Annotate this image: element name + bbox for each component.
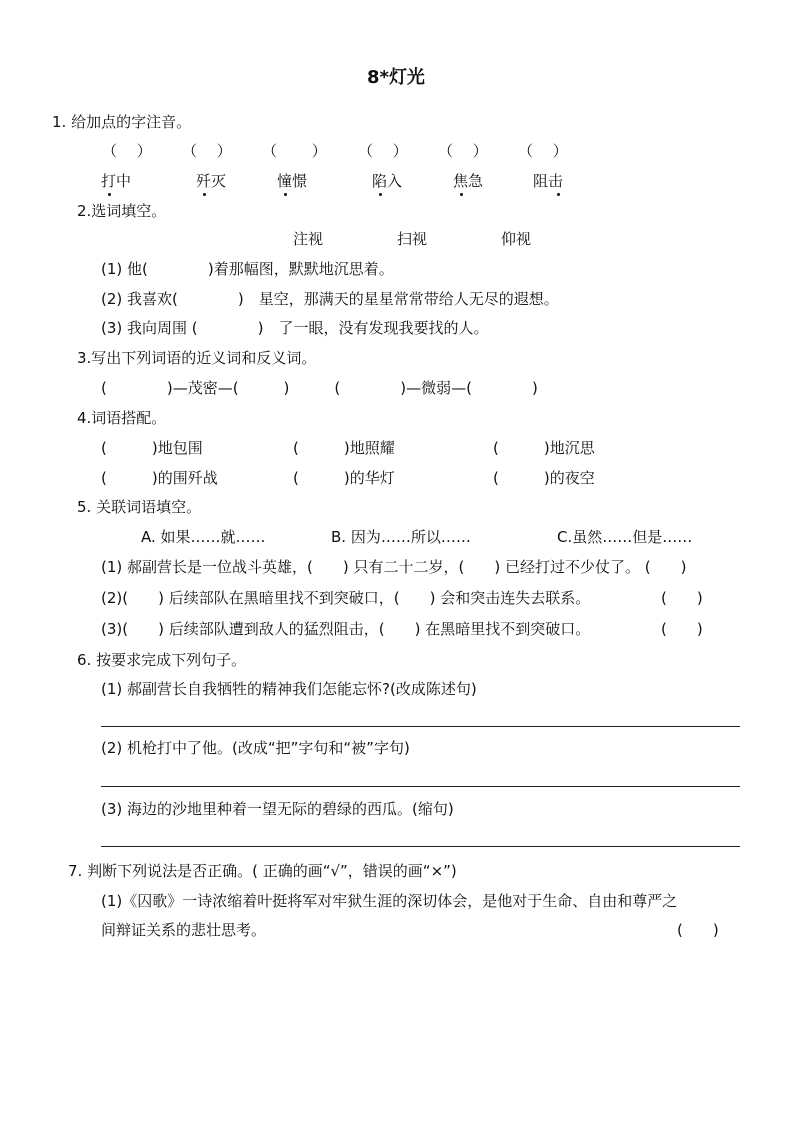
synonym-antonym-line[interactable]: ( )—茂密—( ) ( )—微弱—( ) <box>101 379 538 397</box>
judge-item-1-line-1: (1)《囚歌》一诗浓缩着叶挺将军对牢狱生涯的深切体会，是他对于生命、自由和尊严之 <box>101 892 678 910</box>
question-5-heading: 5. 关联词语填空。 <box>77 498 202 516</box>
answer-line-2[interactable] <box>101 786 740 787</box>
rewrite-item-1: (1) 郝副营长自我牺牲的精神我们怎能忘怀?(改成陈述句) <box>101 680 477 698</box>
conjunction-option-c: C.虽然……但是…… <box>557 528 693 546</box>
emphasis-dot <box>284 193 287 196</box>
judge-item-1-line-2: 间辩证关系的悲壮思考。 <box>101 921 267 939</box>
match-item-6[interactable]: ( )的夜空 <box>493 469 595 487</box>
answer-line-3[interactable] <box>101 846 740 847</box>
word-6: 阻击 <box>533 172 564 190</box>
question-3-heading: 3.写出下列词语的近义词和反义词。 <box>77 349 317 367</box>
pinyin-blank-6[interactable]: （ ） <box>518 142 568 160</box>
match-item-4[interactable]: ( )的围歼战 <box>101 469 218 487</box>
emphasis-dot <box>379 193 382 196</box>
emphasis-dot <box>108 193 111 196</box>
conjunction-item-1[interactable]: (1) 郝副营长是一位战斗英雄，( ) 只有二十二岁，( ) 已经打过不少仗了。 ( ) <box>101 558 687 576</box>
word-3: 憧憬 <box>277 172 308 190</box>
conjunction-answer-2[interactable]: ( ) <box>661 589 703 607</box>
match-item-5[interactable]: ( )的华灯 <box>293 469 395 487</box>
emphasis-dot <box>203 193 206 196</box>
fill-item-2[interactable]: (2) 我喜欢( ) 星空，那满天的星星常常带给人无尽的遐想。 <box>101 290 559 308</box>
conjunction-option-a: A. 如果……就…… <box>141 528 266 546</box>
question-2-heading: 2.选词填空。 <box>77 202 167 220</box>
question-6-heading: 6. 按要求完成下列句子。 <box>77 651 247 669</box>
conjunction-answer-3[interactable]: ( ) <box>661 620 703 638</box>
fill-item-3[interactable]: (3) 我向周围 ( ) 了一眼，没有发现我要找的人。 <box>101 319 489 337</box>
emphasis-dot <box>557 193 560 196</box>
answer-line-1[interactable] <box>101 726 740 727</box>
pinyin-blank-1[interactable]: （ ） <box>102 142 152 160</box>
word-option-1: 注视 <box>293 230 324 248</box>
rewrite-item-2: (2) 机枪打中了他。(改成“把”字句和“被”字句) <box>101 739 410 757</box>
conjunction-item-2[interactable]: (2)( ) 后续部队在黑暗里找不到突破口，( ) 会和突击连失去联系。 <box>101 589 591 607</box>
word-4: 陷入 <box>372 172 403 190</box>
judge-answer[interactable]: ( ) <box>677 921 719 939</box>
word-option-2: 扫视 <box>397 230 428 248</box>
pinyin-blank-5[interactable]: （ ） <box>438 142 488 160</box>
emphasis-dot <box>460 193 463 196</box>
page-title: 8*灯光 <box>367 67 425 88</box>
question-1-heading: 1. 给加点的字注音。 <box>52 113 192 131</box>
pinyin-blank-2[interactable]: （ ） <box>182 142 232 160</box>
word-5: 焦急 <box>453 172 484 190</box>
question-7-heading: 7. 判断下列说法是否正确。( 正确的画“√”，错误的画“×”) <box>68 862 457 880</box>
pinyin-blank-3[interactable]: （ ） <box>262 142 327 160</box>
question-4-heading: 4.词语搭配。 <box>77 409 167 427</box>
match-item-2[interactable]: ( )地照耀 <box>293 439 395 457</box>
word-option-3: 仰视 <box>501 230 532 248</box>
pinyin-blank-4[interactable]: （ ） <box>358 142 408 160</box>
conjunction-option-b: B. 因为……所以…… <box>331 528 471 546</box>
rewrite-item-3: (3) 海边的沙地里种着一望无际的碧绿的西瓜。(缩句) <box>101 800 454 818</box>
match-item-1[interactable]: ( )地包围 <box>101 439 203 457</box>
match-item-3[interactable]: ( )地沉思 <box>493 439 595 457</box>
conjunction-item-3[interactable]: (3)( ) 后续部队遭到敌人的猛烈阻击，( ) 在黑暗里找不到突破口。 <box>101 620 591 638</box>
word-1: 打中 <box>101 172 132 190</box>
word-2: 歼灭 <box>196 172 227 190</box>
fill-item-1[interactable]: (1) 他( )着那幅图，默默地沉思着。 <box>101 260 394 278</box>
